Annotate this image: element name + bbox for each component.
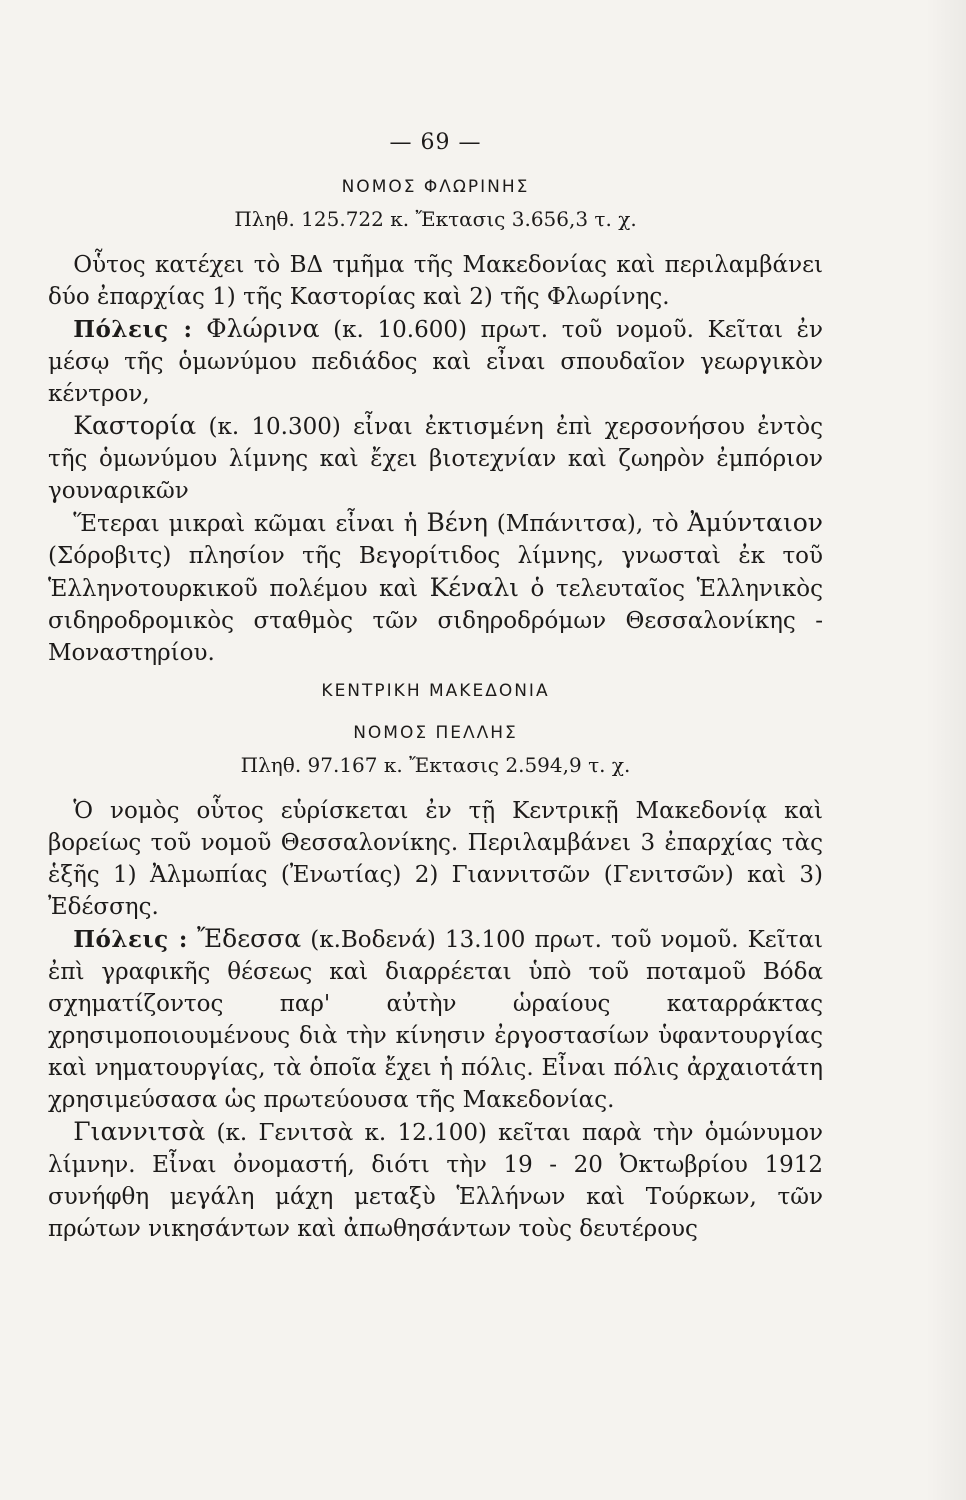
text-column bbox=[48, 130, 823, 1245]
village-kenali: Κέναλι bbox=[429, 573, 519, 602]
city-giannitsa-text: (κ. Γενιτσὰ κ. 12.100) κεῖται παρὰ τὴν ὁμώνυμον λίμνην. Εἶναι ὀνομαστή, διότι τὴν 19 - 20 Ὀκτωβρίου 1912 συνήφθη μεγάλη μάχη μεταξὺ Ἑλλήνων καὶ Τούρκων, τῶν πρώτων νικησάντων καὶ ἀπωθησάντων τοὺς δευτέρους bbox=[48, 1120, 823, 1242]
paragraph-florina-cities bbox=[48, 313, 823, 410]
city-kastoria: Καστορία bbox=[73, 411, 197, 440]
stats-florina: Πληθ. 125.722 κ. Ἔκτασις 3.656,3 τ. χ. bbox=[234, 207, 637, 231]
village-veni: Βένη bbox=[426, 508, 488, 537]
villages-text-a: Ἕτεραι μικραὶ κῶμαι εἶναι ἡ bbox=[73, 511, 427, 537]
city-edessa: Ἔδεσσα bbox=[196, 924, 302, 953]
paragraph-edessa bbox=[48, 923, 823, 1116]
city-kastoria-text: (κ. 10.300) εἶναι ἐκτισμένη ἐπὶ χερσονήσου ἐντὸς τῆς ὁμωνύμου λίμνης καὶ ἔχει βιοτεχνίαν καὶ ζωηρὸν ἐμπόριον γουναρικῶν bbox=[48, 414, 823, 504]
paragraph-other-villages bbox=[48, 507, 823, 669]
villages-text-b: (Μπάνιτσα), τὸ bbox=[487, 511, 688, 537]
city-florina: Φλώρινα bbox=[206, 314, 320, 343]
region-heading-central-macedonia: ΚΕΝΤΡΙΚΗ ΜΑΚΕΔΟΝΙΑ bbox=[321, 681, 550, 701]
city-giannitsa: Γιαννιτσὰ bbox=[73, 1117, 206, 1146]
village-amyntaio: Ἀμύνταιον bbox=[687, 508, 823, 537]
page-number: — 69 — bbox=[389, 130, 482, 155]
paragraph-pella-intro: Ὁ νομὸς οὗτος εὑρίσκεται ἐν τῇ Κεντρικῇ Μακεδονίᾳ καὶ βορείως τοῦ νομοῦ Θεσσαλονίκης. Περιλαμβάνει 3 ἐπαρχίας τὰς ἑξῆς 1) Ἀλμωπίας (Ἐνωτίας) 2) Γιαννιτσῶν (Γενιτσῶν) καὶ 3) Ἐδέσσης. bbox=[48, 798, 823, 920]
villages-text-d: ὁ τελευταῖος Ἑλληνικὸς σιδηροδρομικὸς σταθμὸς τῶν σιδηροδρόμων Θεσσαλονίκης - Μοναστηρίου. bbox=[48, 576, 823, 666]
paragraph-florina-intro: Οὗτος κατέχει τὸ ΒΔ τμῆμα τῆς Μακεδονίας καὶ περιλαμβάνει δύο ἐπαρχίας 1) τῆς Καστορίας καὶ 2) τῆς Φλωρίνης. bbox=[48, 252, 823, 310]
city-florina-text: (κ. 10.600) πρωτ. τοῦ νομοῦ. Κεῖται ἐν μέσῳ τῆς ὁμωνύμου πεδιάδος καὶ εἶναι σπουδαῖον γεωργικὸν κέντρον, bbox=[48, 317, 823, 407]
villages-text-c: (Σόροβιτς) πλησίον τῆς Βεγορίτιδος λίμνης, γνωσταὶ ἐκ τοῦ Ἑλληνοτουρκικοῦ πολέμου καὶ bbox=[48, 543, 823, 602]
section-heading-florina: ΝΟΜΟΣ ΦΛΩΡΙΝΗΣ bbox=[341, 177, 530, 197]
cities-label: Πόλεις : bbox=[73, 316, 193, 343]
paragraph-giannitsa bbox=[48, 1116, 823, 1245]
page-edge-shadow bbox=[926, 0, 966, 1500]
cities-label-pella: Πόλεις : bbox=[73, 926, 188, 953]
section-heading-pella: ΝΟΜΟΣ ΠΕΛΛΗΣ bbox=[353, 723, 518, 743]
city-edessa-text: (κ.Βοδενά) 13.100 πρωτ. τοῦ νομοῦ. Κεῖται ἐπὶ γραφικῆς θέσεως καὶ διαρρέεται ὑπὸ τοῦ ποταμοῦ Βόδα σχηματίζοντος παρ' αὐτὴν ὡραίους καταρράκτας χρησιμοποιουμένους διὰ τὴν κίνησιν ἐργοστασίων ὑφαντουργίας καὶ νηματουργίας, τὰ ὁποῖα ἔχει ἡ πόλις. Εἶναι πόλις ἀρχαιοτάτη χρησιμεύσασα ὡς πρωτεύουσα τῆς Μακεδονίας. bbox=[48, 927, 823, 1113]
stats-pella: Πληθ. 97.167 κ. Ἔκτασις 2.594,9 τ. χ. bbox=[240, 753, 631, 777]
paragraph-kastoria bbox=[48, 410, 823, 507]
